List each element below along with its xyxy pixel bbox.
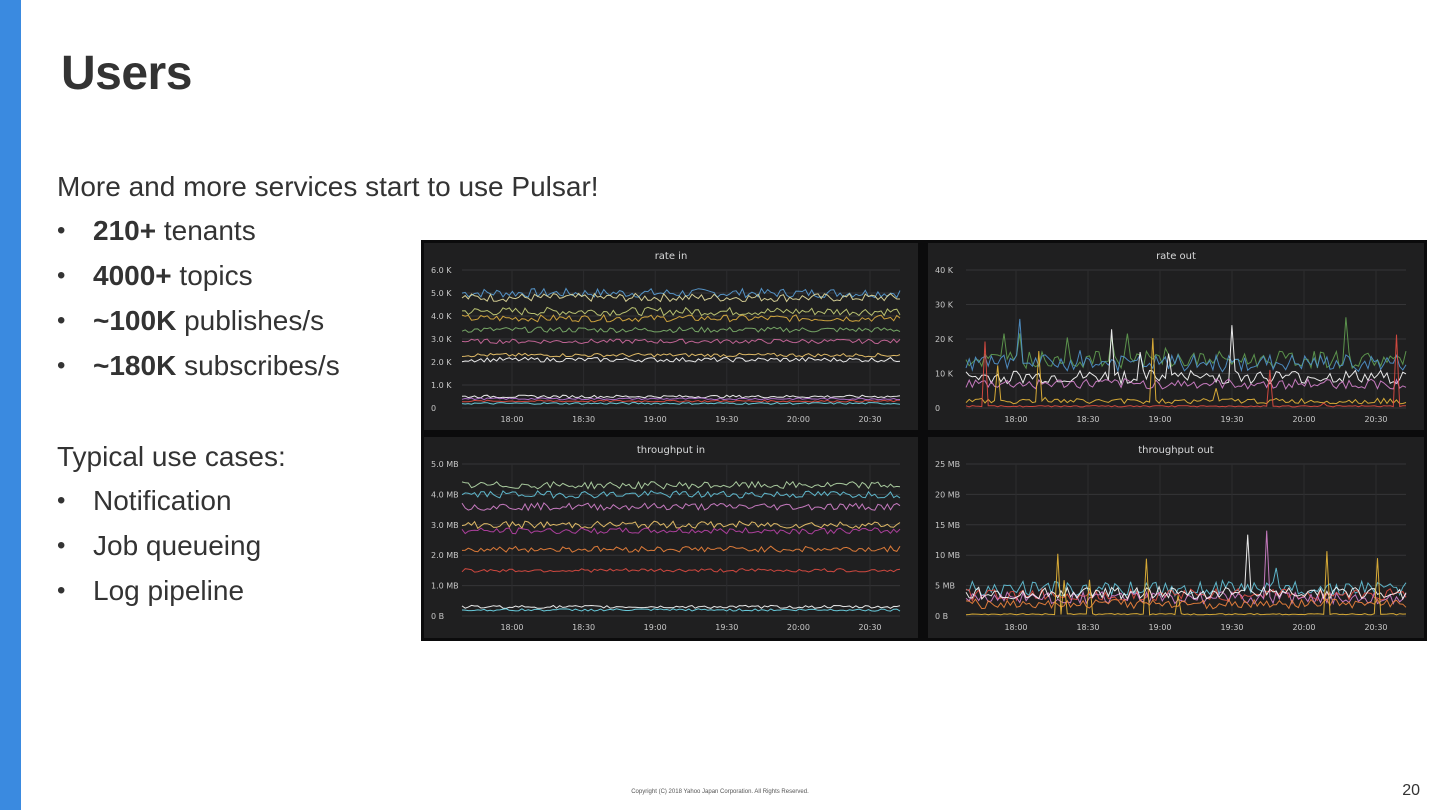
metrics-dashboard (421, 240, 1427, 641)
y-tick-label: 30 K (935, 300, 953, 310)
x-tick-label: 20:00 (786, 415, 810, 424)
slide-title: Users (61, 47, 192, 100)
x-tick-label: 18:00 (1004, 415, 1028, 424)
x-tick-label: 19:00 (643, 623, 667, 632)
stat-item-publishes (57, 304, 340, 349)
x-tick-label: 20:30 (858, 623, 882, 632)
chart-panel (928, 437, 1424, 638)
copyright-footer: Copyright (C) 2018 Yahoo Japan Corporation. All Rights Reserved. (631, 789, 809, 795)
bullet: • (57, 532, 66, 559)
y-tick-label: 25 MB (935, 460, 961, 469)
stat-item-topics (57, 259, 340, 304)
x-tick-label: 20:30 (858, 415, 882, 424)
y-tick-label: 5 MB (935, 581, 956, 591)
y-tick-label: 1.0 K (431, 381, 452, 390)
x-tick-label: 19:00 (643, 415, 667, 424)
panel-title: rate in (654, 251, 688, 262)
x-tick-label: 18:00 (500, 623, 524, 632)
chart-panel (928, 243, 1424, 430)
use-case-label: Log pipeline (93, 575, 245, 606)
y-tick-label: 5.0 MB (431, 460, 459, 469)
use-case-label: Job queueing (93, 530, 262, 561)
page-number: 20 (1402, 782, 1420, 799)
stat-label: tenants (156, 215, 256, 246)
y-tick-label: 4.0 K (431, 312, 452, 321)
use-case-label: Notification (93, 485, 232, 516)
x-tick-label: 18:00 (500, 415, 524, 424)
y-tick-label: 10 K (935, 369, 953, 379)
x-tick-label: 19:30 (1220, 415, 1244, 424)
panel-background (928, 243, 1424, 430)
use-case-item (57, 574, 261, 619)
stat-label: subscribes/s (176, 350, 340, 381)
stats-list (57, 214, 340, 394)
y-tick-label: 3.0 K (431, 335, 452, 344)
bullet: • (57, 577, 66, 604)
x-tick-label: 19:30 (1220, 623, 1244, 632)
intro-text: More and more services start to use Pulsar! (57, 171, 599, 202)
y-tick-label: 15 MB (935, 520, 961, 530)
stat-value: 4000+ (93, 260, 172, 291)
y-tick-label: 4.0 MB (431, 490, 459, 500)
x-tick-label: 19:30 (715, 623, 739, 632)
x-tick-label: 18:30 (1076, 623, 1100, 632)
x-tick-label: 18:30 (1076, 415, 1100, 424)
y-tick-label: 6.0 K (431, 266, 452, 275)
stat-value: 210+ (93, 215, 157, 246)
x-tick-label: 19:00 (1148, 415, 1172, 424)
accent-bar (0, 0, 21, 810)
stat-item-tenants (57, 214, 340, 259)
y-tick-label: 0 B (431, 612, 445, 621)
y-tick-label: 2.0 MB (431, 551, 459, 561)
panel-title: throughput out (1138, 445, 1214, 456)
x-tick-label: 19:30 (715, 415, 739, 424)
use-case-item (57, 484, 261, 529)
y-tick-label: 10 MB (935, 551, 961, 561)
y-tick-label: 0 B (935, 612, 949, 621)
use-case-item (57, 529, 261, 574)
stat-label: topics (171, 260, 253, 291)
stat-label: publishes/s (176, 305, 325, 336)
bullet: • (57, 217, 66, 244)
y-tick-label: 20 MB (935, 490, 961, 500)
stat-item-subscribes (57, 349, 340, 394)
panel-title: rate out (1156, 251, 1196, 262)
chart-panel (424, 437, 918, 638)
y-tick-label: 1.0 MB (431, 581, 459, 591)
x-tick-label: 19:00 (1148, 623, 1172, 632)
x-tick-label: 20:30 (1364, 623, 1388, 632)
use-cases-title: Typical use cases: (57, 441, 286, 472)
y-tick-label: 0 (935, 404, 941, 413)
bullet: • (57, 262, 66, 289)
chart-panel (424, 243, 918, 430)
panel-title: throughput in (636, 445, 706, 456)
stat-value: ~100K (93, 305, 177, 336)
x-tick-label: 18:00 (1004, 623, 1028, 632)
dashboard-charts (421, 240, 1427, 641)
x-tick-label: 20:30 (1364, 415, 1388, 424)
x-tick-label: 18:30 (572, 623, 596, 632)
stat-value: ~180K (93, 350, 177, 381)
use-cases-list (57, 484, 261, 619)
y-tick-label: 40 K (935, 266, 953, 275)
y-tick-label: 20 K (935, 335, 953, 344)
bullet: • (57, 487, 66, 514)
y-tick-label: 3.0 MB (431, 520, 459, 530)
y-tick-label: 5.0 K (431, 289, 452, 298)
bullet: • (57, 352, 66, 379)
x-tick-label: 20:00 (786, 623, 810, 632)
y-tick-label: 0 (431, 404, 437, 413)
x-tick-label: 18:30 (572, 415, 596, 424)
y-tick-label: 2.0 K (431, 358, 452, 367)
x-tick-label: 20:00 (1292, 623, 1316, 632)
bullet: • (57, 307, 66, 334)
x-tick-label: 20:00 (1292, 415, 1316, 424)
